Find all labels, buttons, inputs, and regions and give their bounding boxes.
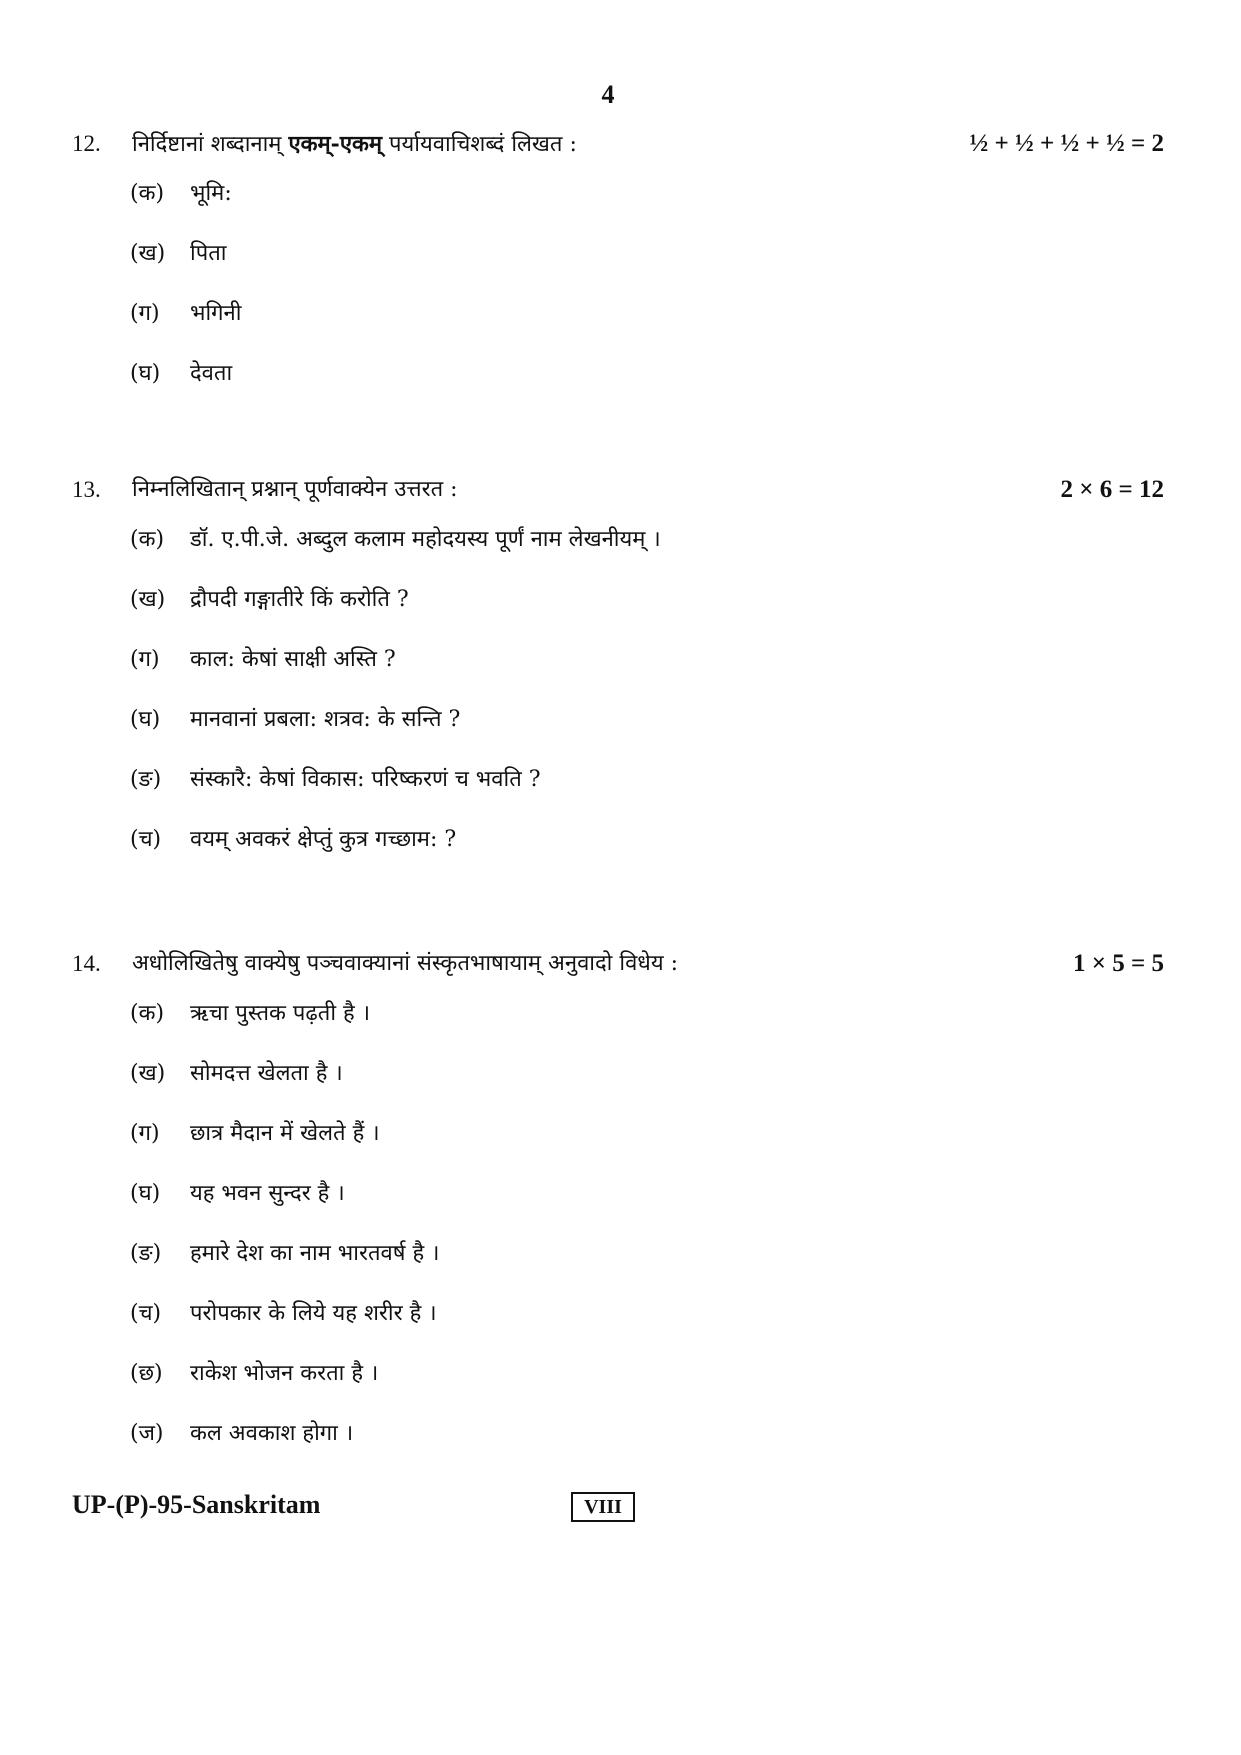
question-text-bold: एकम्-एकम् — [288, 131, 383, 157]
option-text: कल अवकाश होगा । — [190, 1421, 354, 1446]
option-item — [72, 690, 1164, 750]
option-item — [72, 1044, 1164, 1104]
option-text: मानवानां प्रबला: शत्रव: के सन्ति ? — [190, 707, 461, 732]
option-label: (ग) — [130, 1121, 160, 1146]
option-label: (ख) — [130, 587, 166, 612]
option-item — [72, 630, 1164, 690]
option-label: (क) — [130, 1001, 165, 1026]
option-item — [72, 224, 1164, 284]
option-label: (ङ) — [130, 1241, 162, 1266]
question-number: 13. — [72, 477, 101, 502]
option-list — [72, 510, 1164, 870]
option-item — [72, 1284, 1164, 1344]
option-label: (ग) — [130, 647, 160, 672]
option-label: (क) — [130, 527, 165, 552]
option-text: सोमदत्त खेलता है । — [190, 1061, 343, 1086]
option-label: (ग) — [130, 301, 160, 326]
option-label: (ख) — [130, 241, 166, 266]
question-13 — [72, 470, 1164, 870]
question-number: 14. — [72, 951, 101, 976]
option-item — [72, 164, 1164, 224]
question-text — [132, 124, 577, 165]
option-item — [72, 570, 1164, 630]
question-text-before: निर्दिष्टानां शब्दानाम् — [132, 132, 282, 157]
option-text: छात्र मैदान में खेलते हैं । — [190, 1121, 380, 1146]
option-item — [72, 344, 1164, 404]
option-label: (ख) — [130, 1061, 166, 1086]
set-code-box: VIII — [571, 1492, 635, 1522]
question-marks: ½ + ½ + ½ + ½ = 2 — [969, 130, 1164, 157]
option-text: भूमि: — [190, 181, 232, 206]
option-text: काल: केषां साक्षी अस्ति ? — [190, 647, 396, 672]
option-label: (क) — [130, 181, 165, 206]
option-list — [72, 984, 1164, 1464]
option-text: देवता — [190, 361, 233, 386]
question-number: 12. — [72, 131, 101, 156]
question-header — [72, 944, 1164, 984]
option-label: (घ) — [130, 361, 161, 386]
option-text: वयम् अवकरं क्षेप्तुं कुत्र गच्छाम: ? — [190, 827, 457, 852]
option-text: पिता — [190, 241, 227, 266]
paper-code: UP-(P)-95-Sanskritam — [72, 1490, 321, 1519]
option-item — [72, 1104, 1164, 1164]
option-label: (घ) — [130, 1181, 161, 1206]
option-item — [72, 1224, 1164, 1284]
option-text: संस्कारै: केषां विकास: परिष्करणं च भवति ? — [190, 767, 541, 792]
question-marks: 1 × 5 = 5 — [1073, 950, 1164, 977]
question-14 — [72, 944, 1164, 1464]
option-text: ऋचा पुस्तक पढ़ती है । — [190, 1001, 371, 1026]
question-text: अधोलिखितेषु वाक्येषु पञ्चवाक्यानां संस्कृतभाषायाम् अनुवादो विधेय : — [132, 951, 679, 976]
option-item — [72, 1164, 1164, 1224]
option-text: द्रौपदी गङ्गातीरे किं करोति ? — [190, 587, 409, 612]
option-list — [72, 164, 1164, 404]
option-item — [72, 1344, 1164, 1404]
option-text: यह भवन सुन्दर है । — [190, 1181, 345, 1206]
option-item — [72, 750, 1164, 810]
option-text: परोपकार के लिये यह शरीर है । — [190, 1301, 437, 1326]
option-label: (ङ) — [130, 767, 162, 792]
question-12 — [72, 124, 1164, 404]
option-label: (च) — [130, 1301, 162, 1326]
option-label: (घ) — [130, 707, 161, 732]
question-marks: 2 × 6 = 12 — [1060, 476, 1164, 503]
question-header — [72, 470, 1164, 510]
option-item — [72, 810, 1164, 870]
option-text: हमारे देश का नाम भारतवर्ष है । — [190, 1241, 440, 1266]
option-item — [72, 510, 1164, 570]
option-label: (ज) — [130, 1421, 164, 1446]
question-text: निम्नलिखितान् प्रश्नान् पूर्णवाक्येन उत्तरत : — [132, 477, 458, 502]
option-item — [72, 284, 1164, 344]
option-item — [72, 1404, 1164, 1464]
question-text-after: पर्यायवाचिशब्दं लिखत : — [389, 132, 577, 157]
question-header — [72, 124, 1164, 164]
option-text: भगिनी — [190, 301, 242, 326]
option-label: (छ) — [130, 1361, 163, 1386]
option-label: (च) — [130, 827, 162, 852]
option-item — [72, 984, 1164, 1044]
page-number: 4 — [601, 80, 615, 109]
option-text: डॉ. ए.पी.जे. अब्दुल कलाम महोदयस्य पूर्णं नाम लेखनीयम् । — [190, 527, 661, 552]
option-text: राकेश भोजन करता है । — [190, 1361, 379, 1386]
